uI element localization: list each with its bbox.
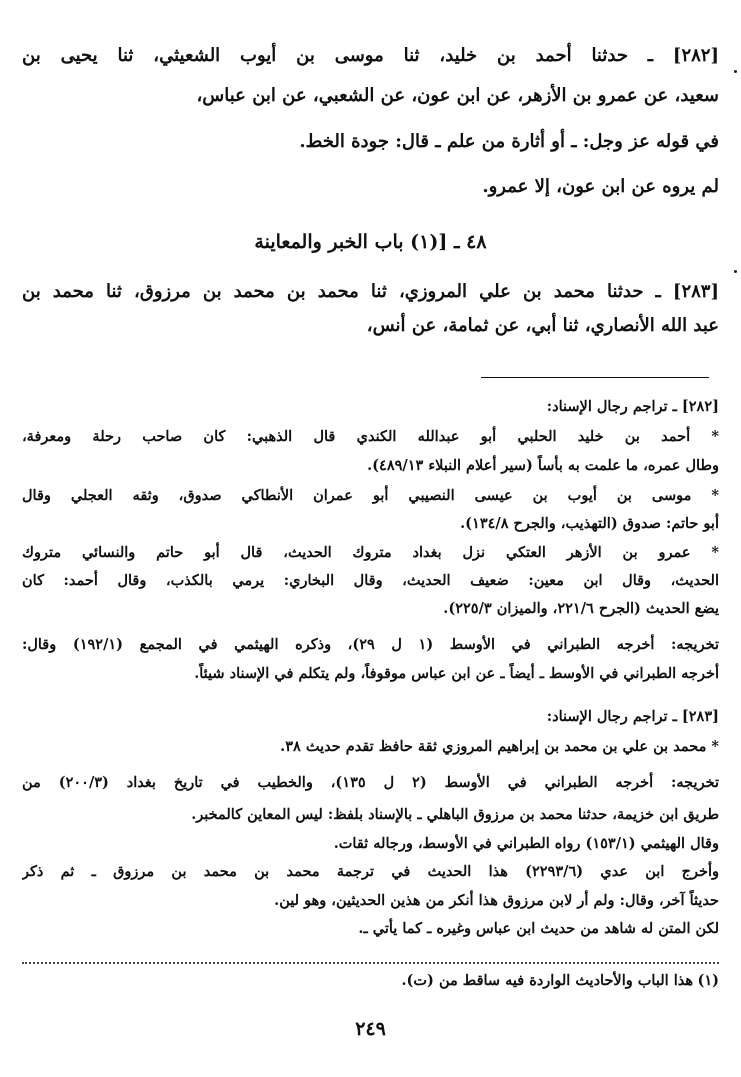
footnote-separator [481,377,709,378]
footnote-282-line: * عمرو بن الأزهر العتكي نزل بغداد متروك الحديث، قال أبو حاتم والنسائي متروك [22,544,719,561]
footnote-282-line: * أحمد بن خليد الحلبي أبو عبدالله الكندي قال الذهبي: كان صاحب رحلة ومعرفة، [22,428,719,445]
endnote-separator [22,962,719,964]
footnote-283-takhrij: حديثاً آخر، وقال: ولم أر لابن مرزوق هذا أنكر من هذين الحديثين، وهو لين. [274,892,719,909]
footnote-282-line: أبو حاتم: صدوق (التهذيب، والجرح ١٣٤/٨). [460,515,719,532]
footnote-282-line: * موسى بن أيوب بن عيسى النصيبي أبو عمران الأنطاكي صدوق، وثقه العجلي وقال [22,487,719,504]
page-number: ٢٤٩ [355,1018,386,1040]
footnote-282-line: الحديث، وقال ابن معين: ضعيف الحديث، وقال البخاري: يرمي بالكذب، وقال أحمد: كان [22,572,719,589]
hadith-282-line-3: في قوله عز وجل: ـ أو أثارة من علم ـ قال: جودة الخط. [299,131,719,152]
footnote-282-takhrij: تخريجه: أخرجه الطبراني في الأوسط (١ ل ٢٩)، وذكره الهيثمي في المجمع (١٩٢/١) وقال: [22,636,719,653]
footnote-283-takhrij: تخريجه: أخرجه الطبراني في الأوسط (٢ ل ١٣٥)، والخطيب في تاريخ بغداد (٢٠٠/٣) من [22,774,719,791]
hadith-282-line-1: [٢٨٢] ـ حدثنا أحمد بن خليد، ثنا موسى بن أيوب الشعيثي، ثنا يحيى بن [22,45,719,66]
footnote-282-header: [٢٨٢] ـ تراجم رجال الإسناد: [546,398,719,415]
chapter-heading: ٤٨ ـ [(١) باب الخبر والمعاينة [254,231,487,253]
footnote-282-takhrij: أخرجه الطبراني في الأوسط ـ أيضاً ـ عن ابن عباس موقوفاً، ولم يتكلم في الإسناد شيئاً. [194,665,719,682]
footnote-283-line: * محمد بن علي بن محمد بن إبراهيم المروزي ثقة حافظ تقدم حديث ٣٨. [280,738,719,755]
footnote-283-takhrij: لكن المتن له شاهد من حديث ابن عباس وغيره ـ كما يأتي ـ. [358,920,719,937]
footnote-283-header: [٢٨٣] ـ تراجم رجال الإسناد: [546,708,719,725]
hadith-282-line-4: لم يروه عن ابن عون، إلا عمرو. [482,176,719,197]
margin-mark [734,70,737,73]
endnote-text: هذا الباب والأحاديث الواردة فيه ساقط من (ت). [401,972,693,989]
footnote-282-line: يضع الحديث (الجرح ٢٢١/٦، والميزان ٢٢٥/٣). [443,600,719,617]
margin-mark [734,270,737,273]
footnote-282-line: وطال عمره، ما علمت به بأساً (سير أعلام النبلاء ٤٨٩/١٣). [367,457,719,474]
hadith-283-line-2: عبد الله الأنصاري، ثنا أبي، عن ثمامة، عن أنس، [366,315,719,336]
footnote-283-takhrij: وأخرج ابن عدي (٢٢٩٣/٦) هذا الحديث في ترجمة محمد بن محمد بن مرزوق ـ ثم ذكر [22,863,719,880]
footnote-283-takhrij: طريق ابن خزيمة، حدثنا محمد بن مرزوق الباهلي ـ بالإسناد بلفظ: ليس المعاين كالمخبر. [191,806,719,823]
endnote-number: (١) [697,972,719,989]
hadith-283-line-1: [٢٨٣] ـ حدثنا محمد بن علي المروزي، ثنا محمد بن محمد بن مرزوق، ثنا محمد بن [22,281,719,302]
footnote-283-takhrij: وقال الهيثمي (١٥٣/١) رواه الطبراني في الأوسط، ورجاله ثقات. [333,835,719,852]
hadith-282-line-2: سعيد، عن عمرو بن الأزهر، عن ابن عون، عن الشعبي، عن ابن عباس، [196,85,719,106]
